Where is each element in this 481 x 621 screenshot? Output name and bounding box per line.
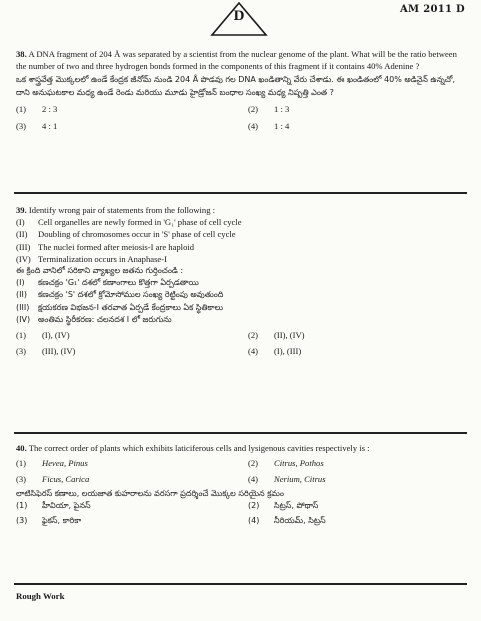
question-40-options-te — [16, 500, 465, 527]
option-4[interactable]: (4) Nerium, Citrus — [248, 474, 326, 485]
option-1[interactable]: (1) 2 : 3 — [16, 103, 58, 114]
option-te-2[interactable]: (2) సిట్రస్, పోథాస్ — [248, 500, 319, 510]
question-40-options-en — [16, 457, 465, 485]
option-3[interactable]: (3) 4 : 1 — [16, 121, 58, 132]
option-2[interactable]: (2) (II), (IV) — [248, 330, 305, 341]
statement-te-3: (III) క్షయకరణ విభజన-I తరవాత ఏర్పడే కేంద్రకాలు ఏక స్థితికాలు — [16, 302, 224, 312]
question-39-text-en: 39. Identify wrong pair of statements from the following : — [16, 205, 216, 215]
question-39-options — [16, 329, 465, 357]
option-2[interactable]: (2) Citrus, Pothos — [248, 458, 324, 469]
option-4[interactable]: (4) (I), (III) — [248, 346, 302, 357]
divider — [14, 432, 467, 434]
option-te-1[interactable]: (1) హీవియా, పైనస్ — [16, 500, 91, 510]
option-4[interactable]: (4) 1 : 4 — [248, 121, 290, 132]
question-39-text-te: ఈ క్రింది వానిలో సరికాని వ్యాఖ్యల జతను గుర్తించండి : — [16, 266, 184, 276]
option-te-4[interactable]: (4) నీరియమ్, సిట్రస్ — [248, 516, 326, 526]
statement-en-4: (IV) Terminalization occurs in Anaphase-I — [16, 253, 167, 264]
statement-en-1: (I) Cell organelles are newly formed in 'G₁' phase of cell cycle — [16, 217, 242, 228]
option-3[interactable]: (3) (III), (IV) — [16, 346, 76, 357]
question-40-text-te: లాటిసిఫెరస్ కణాలు, లయజాత కుహరాలను వరసగా ప్రదర్శించే మొక్కల సరియైన క్రమం — [16, 488, 284, 498]
question-39 — [16, 204, 465, 357]
statement-en-2: (II) Doubling of chromosomes occur in 'S' phase of cell cycle — [16, 229, 236, 240]
option-3[interactable]: (3) Ficus, Carica — [16, 474, 90, 485]
rough-work-label: Rough Work — [16, 591, 65, 601]
question-38 — [16, 48, 465, 132]
booklet-code: AM 2011 D — [400, 4, 465, 15]
statement-te-4: (IV) అంతిమ స్థిరీకరణ: చలనదశ I లో జరుగును — [16, 314, 172, 324]
divider — [14, 583, 467, 585]
set-letter: D — [233, 8, 245, 24]
option-1[interactable]: (1) Hevea, Pinus — [16, 458, 88, 469]
question-40-text-en: 40. The correct order of plants which exhibits laticiferous cells and lysigenous cavities respectively is : — [16, 443, 370, 453]
option-te-3[interactable]: (3) ఫైకస్, కారికా — [16, 516, 82, 526]
question-40 — [16, 442, 465, 527]
divider — [14, 192, 467, 194]
statement-te-2: (II) కణచక్రం 'S' దశలో క్రోమోసోముల సంఖ్య రెట్టింపు అవుతుంది — [16, 290, 224, 300]
option-2[interactable]: (2) 1 : 3 — [248, 103, 290, 114]
question-38-options — [16, 103, 465, 132]
option-1[interactable]: (1) (I), (IV) — [16, 330, 70, 341]
question-38-text-en: 38. A DNA fragment of 204 Å was separated by a scientist from the nuclear genome of the plant. What will be the ratio between the number of two and three hydrogen bonds formed in the components of this fragment if it contains 40% Adenine ? — [16, 49, 457, 72]
statement-te-1: (I) కణచక్రం 'G₁' దశలో కణాంగాలు కొత్తగా ఏర్పడతాయి — [16, 278, 199, 288]
question-38-text-te: ఒక శాస్త్రవేత్త మొక్కలలో ఉండే కేంద్రక జీనోమ్ నుండి 204 Å పొడవు గల DNA ఖండితాన్ని వేరు చేశాడు. ఈ ఖండితంలో 40% అడినైన్ ఉన్నచో, దాని అనుఘటకాల మధ్య ఉండే రెండు మరియు మూడు హైడ్రోజన్ బంధాల సంఖ్య మధ్య నిష్పత్తి ఎంత ? — [16, 75, 456, 97]
statement-en-3: (III) The nuclei formed after meiosis-I are haploid — [16, 241, 195, 252]
